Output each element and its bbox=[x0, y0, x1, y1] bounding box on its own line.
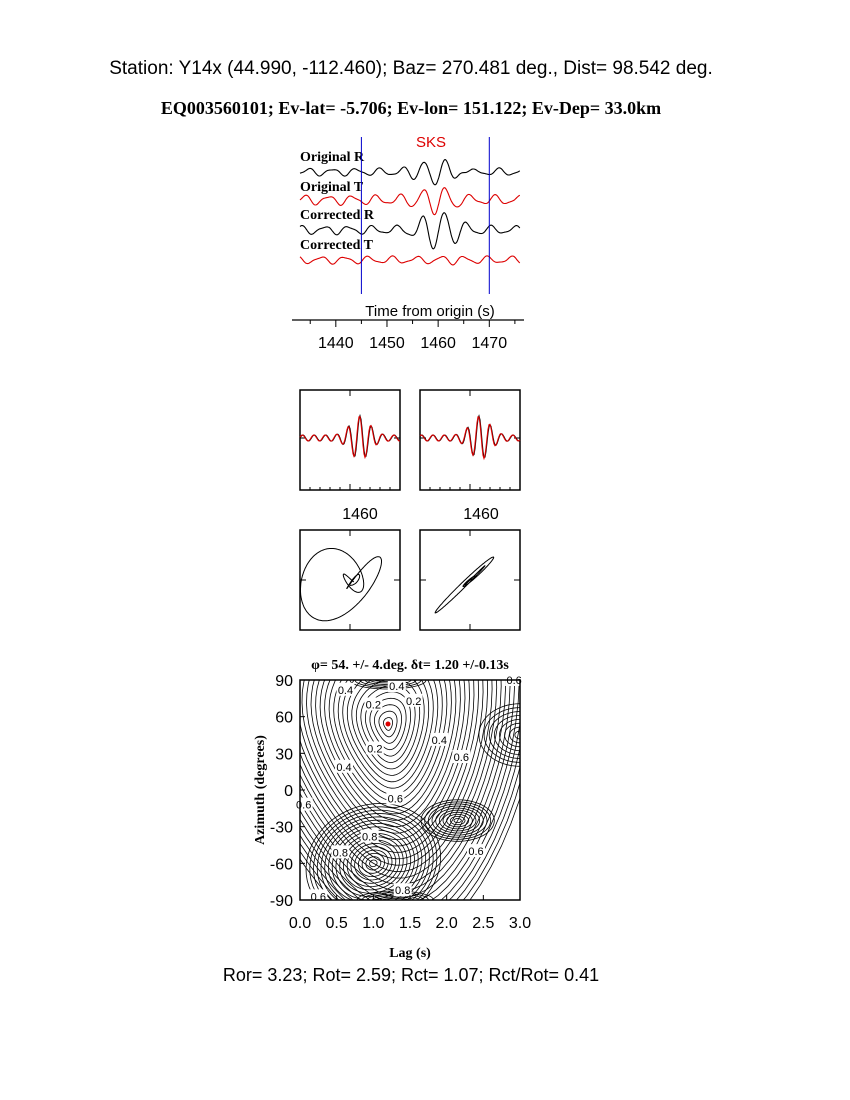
trace-label-original-t: Original T bbox=[300, 180, 364, 195]
waveform-comparison-panel bbox=[300, 390, 520, 523]
event-title: EQ003560101; Ev-lat= -5.706; Ev-lon= 151.122; Ev-Dep= 33.0km bbox=[160, 98, 662, 118]
azimuth-axis-tick-label: 0 bbox=[284, 783, 293, 800]
azimuth-axis-tick-label: -90 bbox=[269, 893, 293, 910]
azimuth-axis-tick-label: -30 bbox=[269, 819, 293, 837]
trace-label-original-r: Original R bbox=[300, 150, 365, 165]
contour-label: 0.4 bbox=[337, 684, 354, 697]
contour-label: 0.2 bbox=[367, 743, 383, 756]
waveform-trace bbox=[300, 417, 400, 458]
waveform-left-tick-label: 1460 bbox=[342, 506, 378, 523]
time-axis-tick-label: 1460 bbox=[420, 335, 456, 352]
lag-axis-tick-label: 3.0 bbox=[508, 915, 532, 932]
contour-label: 0.6 bbox=[296, 799, 312, 812]
particle-motion-panel bbox=[300, 530, 520, 630]
particle-motion-trace bbox=[435, 557, 494, 613]
lag-axis-tick-label: 1.5 bbox=[398, 915, 422, 932]
contour-label: 0.4 bbox=[389, 681, 405, 694]
station-title: Station: Y14x (44.990, -112.460); Baz= 270.481 deg., Dist= 98.542 deg. bbox=[109, 58, 713, 79]
contour-label: 0.8 bbox=[362, 831, 378, 844]
seismogram-trace bbox=[300, 256, 520, 265]
particle-motion-before-box bbox=[300, 530, 400, 630]
lag-axis-tick-label: 2.5 bbox=[472, 915, 495, 932]
time-axis-tick-label: 1450 bbox=[369, 335, 405, 352]
azimuth-axis-tick-label: 30 bbox=[275, 746, 293, 764]
lag-axis-tick-label: 2.0 bbox=[435, 915, 458, 932]
lag-axis-tick-label: 0.0 bbox=[288, 915, 312, 932]
energy-contour-panel bbox=[234, 506, 561, 961]
time-axis-tick-label: 1470 bbox=[471, 335, 508, 352]
contour-label: 0.4 bbox=[336, 761, 352, 774]
azimuth-axis-tick-label: -60 bbox=[269, 856, 293, 874]
contour-label: 0.8 bbox=[395, 885, 411, 898]
waveform-box-left bbox=[300, 390, 400, 490]
particle-motion-trace bbox=[301, 549, 382, 621]
contour-label: 0.6 bbox=[506, 675, 522, 687]
contour-label: 0.6 bbox=[387, 793, 403, 806]
contour-label: 0.6 bbox=[453, 752, 469, 764]
best-fit-marker bbox=[386, 722, 391, 727]
ratios-footer: Ror= 3.23; Rot= 2.59; Rct= 1.07; Rct/Rot= 0.41 bbox=[222, 965, 600, 985]
azimuth-axis-tick-label: 90 bbox=[275, 673, 293, 690]
seismogram-panel bbox=[292, 134, 524, 352]
contour-label: 0.6 bbox=[468, 846, 484, 859]
time-axis-label: Time from origin (s) bbox=[365, 303, 495, 320]
lag-axis-label: Lag (s) bbox=[389, 946, 431, 961]
time-axis-tick-label: 1440 bbox=[318, 335, 354, 352]
lag-axis-tick-label: 0.5 bbox=[325, 915, 348, 932]
contour-label: 0.2 bbox=[365, 699, 381, 712]
contour-label: 0.6 bbox=[310, 891, 326, 904]
contour-label: 0.4 bbox=[431, 734, 447, 747]
contour-label: 0.8 bbox=[332, 847, 348, 860]
phase-label: SKS bbox=[415, 134, 447, 151]
contour-label: 0.2 bbox=[406, 695, 422, 708]
trace-label-corrected-r: Corrected R bbox=[300, 208, 374, 223]
trace-label-corrected-t: Corrected T bbox=[300, 238, 373, 253]
lag-axis-tick-label: 1.0 bbox=[362, 915, 385, 932]
splitting-result-title: φ= 54. +/- 4.deg. δt= 1.20 +/-0.13s bbox=[311, 658, 509, 673]
azimuth-axis-tick-label: 60 bbox=[275, 709, 293, 727]
waveform-right-tick-label: 1460 bbox=[463, 506, 499, 523]
azimuth-axis-label: Azimuth (degrees) bbox=[253, 735, 268, 845]
